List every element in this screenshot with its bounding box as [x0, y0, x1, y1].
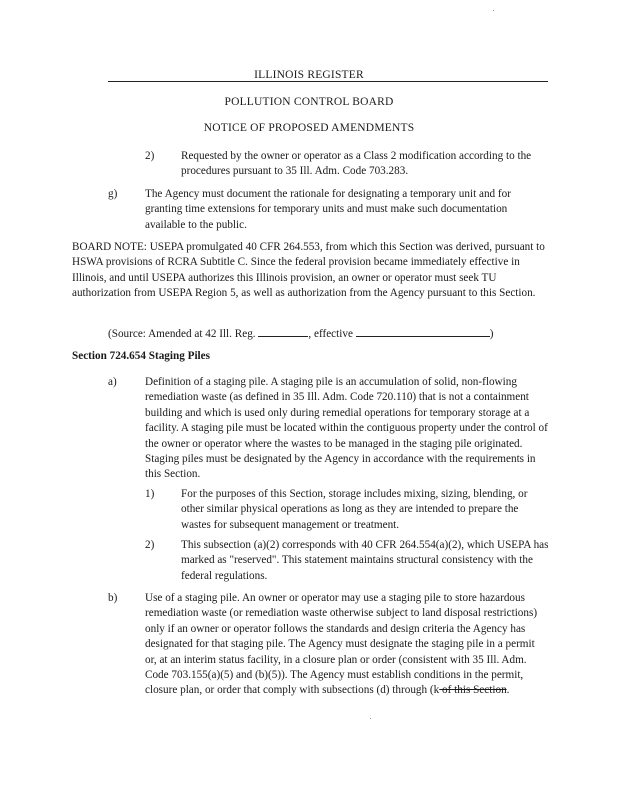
scan-speck [370, 718, 371, 719]
reg-blank [258, 326, 308, 337]
item-a2-text: This subsection (a)(2) corresponds with 40 CFR 264.554(a)(2), which USEPA has marked as "reserved". This statement maintains structural consistency with the federal regulations. [181, 539, 549, 582]
item-2-text: Requested by the owner or operator as a Class 2 modification according to the procedures pursuant to 35 Ill. Adm. Code 703.283. [181, 150, 532, 178]
notice-title: NOTICE OF PROPOSED AMENDMENTS [203, 122, 415, 134]
source-note [108, 326, 548, 342]
item-a-text: Definition of a staging pile. A staging pile is an accumulation of solid, non-flowing remediation waste (as defined in 35 Ill. Adm. Code 720.110) that is not a containment building and which is used only during remedial operations for temporary storage at a facility. A staging pile must be located within the contiguous property under the control of the owner or operator where the wastes to be managed in the staging pile originated. Staging piles must be designated by the Agency in accordance with the requirements in this Section. [145, 376, 548, 481]
item-b-end: . [506, 684, 510, 697]
item-a2-label: 2) [145, 539, 155, 551]
item-2-label: 2) [145, 150, 155, 162]
board-note: BOARD NOTE: USEPA promulgated 40 CFR 264.553, from which this Section was derived, pursuant to HSWA provisions of RCRA Subtitle C. Since the federal provision became immediately effective in Illinois, and until USEPA authorizes this Illinois provision, an owner or operator must seek TU authorization from USEPA Region 5, as well as authorization from the Agency pursuant to this Section. [72, 241, 545, 300]
section-heading: Section 724.654 Staging Piles [72, 350, 210, 362]
item-g-label: g) [108, 188, 118, 200]
item-a1-label: 1) [145, 488, 155, 500]
item-a1-text: For the purposes of this Section, storage includes mixing, sizing, blending, or other similar physical operations as long as they are intended to prepare the wastes for subsequent management or treatment. [181, 488, 528, 531]
item-b-text [145, 591, 549, 699]
item-g-text: The Agency must document the rationale for designating a temporary unit and for granting time extensions for temporary units and must make such documentation available to the public. [145, 188, 511, 231]
source-prefix: (Source: Amended at 42 Ill. Reg. [108, 328, 259, 340]
item-a-label: a) [108, 376, 117, 388]
source-suffix: ) [489, 328, 494, 340]
board-title: POLLUTION CONTROL BOARD [224, 96, 394, 108]
register-title: ILLINOIS REGISTER [254, 69, 364, 81]
item-b-main: Use of a staging pile. An owner or operator may use a staging pile to store hazardous remediation waste (or remediation waste otherwise subject to land disposal restrictions) only if an owner or operator follows the standards and design criteria the Agency has designated for that staging pile. The Agency must designate the staging pile in a permit or, at an interim status facility, in a closure plan or order (consistent with 35 Ill. Adm. Code 703.155(a)(5) and (b)(5)). The Agency must establish conditions in the permit, closure plan, or order that comply with subsections (d) through (k [145, 592, 538, 697]
source-middle: , effective [308, 328, 356, 340]
scan-speck [493, 10, 494, 11]
item-b-label: b) [108, 592, 118, 604]
date-blank [356, 326, 490, 337]
header-rule [108, 81, 548, 82]
item-b-deleted: of this Section [439, 684, 507, 697]
